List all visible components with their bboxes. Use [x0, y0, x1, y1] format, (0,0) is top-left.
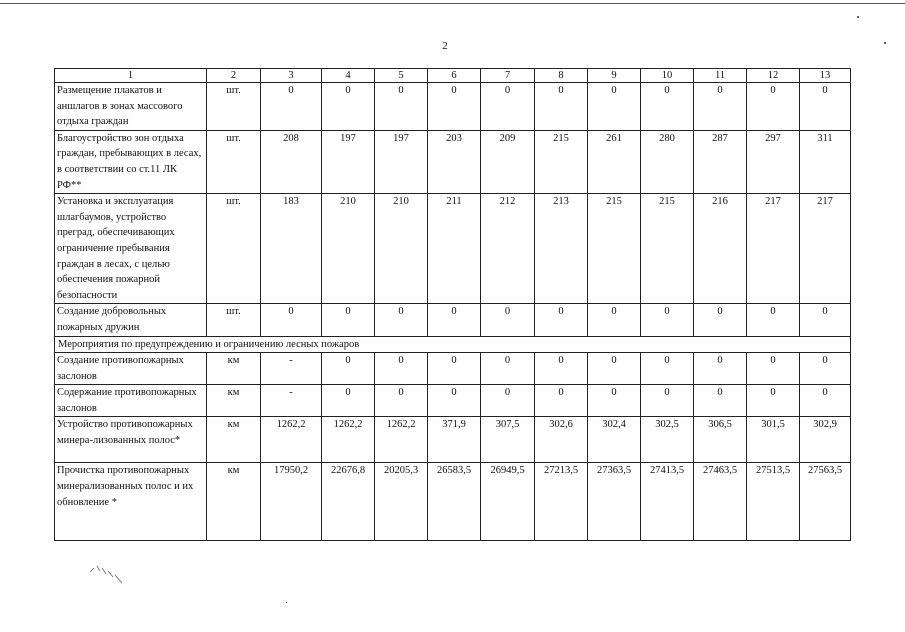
- value-cell: 306,5: [694, 417, 747, 463]
- value-cell: 0: [588, 353, 641, 385]
- value-cell: 0: [481, 353, 535, 385]
- value-cell: 215: [588, 194, 641, 304]
- value-cell: 27213,5: [535, 463, 588, 541]
- value-cell: 0: [641, 353, 694, 385]
- value-cell: 0: [428, 353, 481, 385]
- table-row: [55, 304, 851, 336]
- value-cell: 0: [641, 385, 694, 417]
- value-cell: 0: [481, 304, 535, 336]
- scan-speck: [857, 16, 859, 18]
- value-cell: 0: [428, 304, 481, 336]
- value-cell: 311: [800, 130, 851, 193]
- forest-measures-table: [54, 68, 851, 541]
- column-header: 2: [207, 69, 261, 83]
- value-cell: 0: [588, 304, 641, 336]
- value-cell: 0: [747, 385, 800, 417]
- value-cell: 213: [535, 194, 588, 304]
- table-row: [55, 130, 851, 193]
- value-cell: 0: [800, 385, 851, 417]
- value-cell: 212: [481, 194, 535, 304]
- value-cell: 0: [481, 385, 535, 417]
- value-cell: 210: [375, 194, 428, 304]
- value-cell: 0: [322, 353, 375, 385]
- table-body: [55, 83, 851, 541]
- value-cell: 0: [747, 304, 800, 336]
- column-header: 13: [800, 69, 851, 83]
- column-header: 9: [588, 69, 641, 83]
- value-cell: 0: [800, 353, 851, 385]
- page-top-edge: [0, 3, 905, 4]
- value-cell: 280: [641, 130, 694, 193]
- value-cell: 0: [694, 353, 747, 385]
- value-cell: 216: [694, 194, 747, 304]
- value-cell: 0: [428, 83, 481, 131]
- measure-name-cell: Содержание противопожарных заслонов: [55, 385, 207, 417]
- unit-cell: км: [207, 417, 261, 463]
- unit-cell: км: [207, 353, 261, 385]
- value-cell: 0: [322, 83, 375, 131]
- value-cell: 0: [800, 83, 851, 131]
- value-cell: 0: [588, 83, 641, 131]
- measure-name-cell: Создание противопожарных заслонов: [55, 353, 207, 385]
- unit-cell: шт.: [207, 130, 261, 193]
- table-row: [55, 417, 851, 463]
- unit-cell: шт.: [207, 304, 261, 336]
- measure-name-cell: Устройство противопожарных минера-лизованных полос*: [55, 417, 207, 463]
- value-cell: 0: [322, 385, 375, 417]
- value-cell: 0: [800, 304, 851, 336]
- value-cell: 209: [481, 130, 535, 193]
- value-cell: 0: [641, 83, 694, 131]
- value-cell: 1262,2: [375, 417, 428, 463]
- value-cell: 0: [747, 353, 800, 385]
- value-cell: 297: [747, 130, 800, 193]
- value-cell: 0: [747, 83, 800, 131]
- value-cell: 0: [375, 83, 428, 131]
- value-cell: 0: [375, 353, 428, 385]
- value-cell: 0: [535, 304, 588, 336]
- value-cell: 0: [694, 304, 747, 336]
- value-cell: 0: [535, 385, 588, 417]
- unit-cell: шт.: [207, 194, 261, 304]
- value-cell: 0: [375, 304, 428, 336]
- measure-name-cell: Установка и эксплуатация шлагбаумов, устройство преград, обеспечивающих ограничение пребывания граждан в лесах, с целью обеспечения пожарной безопасности: [55, 194, 207, 304]
- value-cell: 301,5: [747, 417, 800, 463]
- section-title: Мероприятия по предупреждению и ограничению лесных пожаров: [55, 336, 851, 353]
- value-cell: 287: [694, 130, 747, 193]
- column-header: 4: [322, 69, 375, 83]
- value-cell: 1262,2: [322, 417, 375, 463]
- value-cell: 215: [535, 130, 588, 193]
- table-row: [55, 194, 851, 304]
- table-row: [55, 463, 851, 541]
- value-cell: 261: [588, 130, 641, 193]
- measure-name-cell: Размещение плакатов и аншлагов в зонах массового отдыха граждан: [55, 83, 207, 131]
- value-cell: 0: [535, 83, 588, 131]
- column-header: 6: [428, 69, 481, 83]
- value-cell: -: [261, 385, 322, 417]
- measure-name-cell: Создание добровольных пожарных дружин: [55, 304, 207, 336]
- value-cell: 307,5: [481, 417, 535, 463]
- value-cell: 0: [428, 385, 481, 417]
- value-cell: 27463,5: [694, 463, 747, 541]
- value-cell: 302,6: [535, 417, 588, 463]
- value-cell: 215: [641, 194, 694, 304]
- value-cell: 302,4: [588, 417, 641, 463]
- value-cell: -: [261, 353, 322, 385]
- value-cell: 0: [694, 83, 747, 131]
- column-header: 3: [261, 69, 322, 83]
- value-cell: 0: [261, 83, 322, 131]
- unit-cell: км: [207, 385, 261, 417]
- column-number-row: [55, 69, 851, 83]
- column-header: 7: [481, 69, 535, 83]
- value-cell: 0: [694, 385, 747, 417]
- pen-mark: [88, 562, 134, 586]
- value-cell: 197: [375, 130, 428, 193]
- section-row: [55, 336, 851, 353]
- table-row: [55, 83, 851, 131]
- measure-name-cell: Благоустройство зон отдыха граждан, пребывающих в лесах, в соответствии со ст.11 ЛК РФ**: [55, 130, 207, 193]
- value-cell: 0: [641, 304, 694, 336]
- column-header: 1: [55, 69, 207, 83]
- value-cell: 0: [535, 353, 588, 385]
- value-cell: 26583,5: [428, 463, 481, 541]
- column-header: 10: [641, 69, 694, 83]
- value-cell: 183: [261, 194, 322, 304]
- value-cell: 17950,2: [261, 463, 322, 541]
- value-cell: 27513,5: [747, 463, 800, 541]
- value-cell: 217: [747, 194, 800, 304]
- value-cell: 22676,8: [322, 463, 375, 541]
- page-number: 2: [442, 40, 448, 52]
- value-cell: 210: [322, 194, 375, 304]
- value-cell: 203: [428, 130, 481, 193]
- table-row: [55, 385, 851, 417]
- table-row: [55, 353, 851, 385]
- value-cell: 302,5: [641, 417, 694, 463]
- column-header: 12: [747, 69, 800, 83]
- value-cell: 217: [800, 194, 851, 304]
- column-header: 5: [375, 69, 428, 83]
- value-cell: 1262,2: [261, 417, 322, 463]
- value-cell: 0: [375, 385, 428, 417]
- unit-cell: шт.: [207, 83, 261, 131]
- value-cell: 26949,5: [481, 463, 535, 541]
- value-cell: 0: [481, 83, 535, 131]
- scan-speck: [286, 602, 287, 603]
- scan-speck: [884, 42, 886, 44]
- value-cell: 27363,5: [588, 463, 641, 541]
- value-cell: 302,9: [800, 417, 851, 463]
- value-cell: 0: [261, 304, 322, 336]
- value-cell: 197: [322, 130, 375, 193]
- value-cell: 211: [428, 194, 481, 304]
- value-cell: 27413,5: [641, 463, 694, 541]
- measure-name-cell: Прочистка противопожарных минерализованных полос и их обновление *: [55, 463, 207, 541]
- column-header: 11: [694, 69, 747, 83]
- unit-cell: км: [207, 463, 261, 541]
- value-cell: 0: [588, 385, 641, 417]
- value-cell: 208: [261, 130, 322, 193]
- value-cell: 371,9: [428, 417, 481, 463]
- value-cell: 0: [322, 304, 375, 336]
- column-header: 8: [535, 69, 588, 83]
- value-cell: 27563,5: [800, 463, 851, 541]
- value-cell: 20205,3: [375, 463, 428, 541]
